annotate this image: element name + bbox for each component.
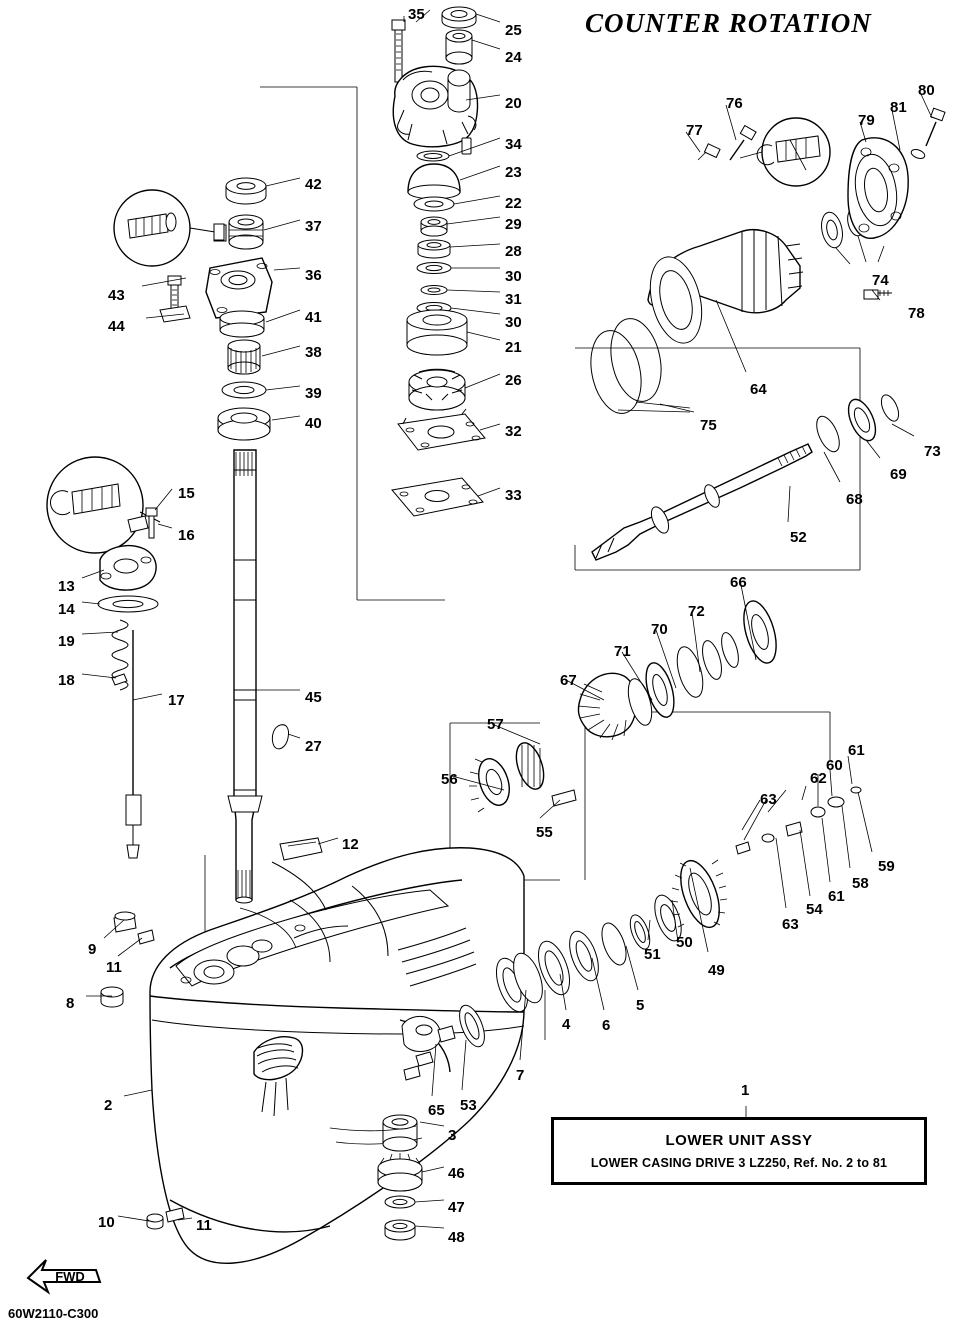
callout-number: 13 — [58, 578, 75, 595]
callout-number: 61 — [828, 888, 845, 905]
callout-number: 36 — [305, 267, 322, 284]
callout-number: 66 — [730, 574, 747, 591]
callout-number: 12 — [342, 836, 359, 853]
callout-number: 79 — [858, 112, 875, 129]
callout-number: 38 — [305, 344, 322, 361]
callout-number: 80 — [918, 82, 935, 99]
callout-number: 48 — [448, 1229, 465, 1246]
callout-number: 11 — [106, 959, 122, 976]
callout-number: 42 — [305, 176, 322, 193]
callout-number: 29 — [505, 216, 522, 233]
sheet-part-number: 60W2110-C300 — [8, 1306, 99, 1321]
callout-number: 8 — [66, 995, 75, 1012]
callout-number: 30 — [505, 314, 522, 331]
callout-number: 44 — [108, 318, 125, 335]
callout-number: 40 — [305, 415, 322, 432]
callout-number: 54 — [806, 901, 823, 918]
fwd-marker — [26, 1248, 102, 1301]
callout-number: 15 — [178, 485, 195, 502]
callout-number: 43 — [108, 287, 125, 304]
callout-number: 2 — [104, 1097, 113, 1114]
callout-number: 16 — [178, 527, 195, 544]
callout-number: 41 — [305, 309, 322, 326]
callout-number: 30 — [505, 268, 522, 285]
callout-number: 19 — [58, 633, 75, 650]
callout-number: 9 — [88, 941, 97, 958]
callout-number: 5 — [636, 997, 645, 1014]
callout-number: 39 — [305, 385, 322, 402]
callout-number: 58 — [852, 875, 869, 892]
callout-number: 67 — [560, 672, 577, 689]
callout-number: 61 — [848, 742, 865, 759]
callout-number: 3 — [448, 1127, 457, 1144]
callout-number: 47 — [448, 1199, 465, 1216]
callout-number: 33 — [505, 487, 522, 504]
callout-number: 18 — [58, 672, 75, 689]
callout-number: 56 — [441, 771, 458, 788]
callout-number: 14 — [58, 601, 75, 618]
callout-number: 4 — [562, 1016, 571, 1033]
callout-number: 26 — [505, 372, 522, 389]
callout-number: 37 — [305, 218, 322, 235]
callout-number: 62 — [810, 770, 827, 787]
callout-number: 23 — [505, 164, 522, 181]
callout-number: 63 — [760, 791, 777, 808]
callout-number: 60 — [826, 757, 843, 774]
callout-number: 64 — [750, 381, 767, 398]
callout-number: 72 — [688, 603, 705, 620]
callout-number: 7 — [516, 1067, 525, 1084]
callout-number: 71 — [614, 643, 631, 660]
callout-number: 34 — [505, 136, 522, 153]
callout-number: 69 — [890, 466, 907, 483]
callout-number: 10 — [98, 1214, 115, 1231]
callout-1: 1 — [741, 1082, 750, 1099]
callout-number: 25 — [505, 22, 522, 39]
callout-number: 70 — [651, 621, 668, 638]
callout-number: 17 — [168, 692, 185, 709]
callout-number: 22 — [505, 195, 522, 212]
callout-number: 57 — [487, 716, 504, 733]
callout-number: 77 — [686, 122, 703, 139]
callout-number: 50 — [676, 934, 693, 951]
callout-number: 52 — [790, 529, 807, 546]
callout-number: 27 — [305, 738, 322, 755]
callout-number: 65 — [428, 1102, 445, 1119]
callout-number: 51 — [644, 946, 661, 963]
callout-number: 55 — [536, 824, 553, 841]
callout-number: 53 — [460, 1097, 477, 1114]
callout-number: 6 — [602, 1017, 611, 1034]
callout-number: 31 — [505, 291, 522, 308]
callout-number: 75 — [700, 417, 717, 434]
callout-number: 68 — [846, 491, 863, 508]
callout-number: 59 — [878, 858, 895, 875]
legend-box — [551, 1117, 927, 1185]
callout-number: 21 — [505, 339, 522, 356]
callout-number: 24 — [505, 49, 522, 66]
callout-number: 76 — [726, 95, 743, 112]
callout-number: 78 — [908, 305, 925, 322]
callout-number: 32 — [505, 423, 522, 440]
callout-number: 49 — [708, 962, 725, 979]
callout-number: 73 — [924, 443, 941, 460]
callout-number: 28 — [505, 243, 522, 260]
callout-number: 74 — [872, 272, 889, 289]
callout-number: 35 — [408, 6, 425, 23]
callout-number: 11 — [196, 1217, 212, 1234]
callout-number: 63 — [782, 916, 799, 933]
callout-number: 81 — [890, 99, 907, 116]
callout-number: 45 — [305, 689, 322, 706]
callout-number: 46 — [448, 1165, 465, 1182]
page-title: COUNTER ROTATION — [585, 8, 872, 38]
legend-line-2: LOWER CASING DRIVE 3 LZ250, Ref. No. 2 to 81 — [590, 1156, 888, 1170]
fwd-label: FWD — [55, 1269, 85, 1284]
callout-number: 20 — [505, 95, 522, 112]
legend-line-1: LOWER UNIT ASSY — [665, 1132, 813, 1149]
